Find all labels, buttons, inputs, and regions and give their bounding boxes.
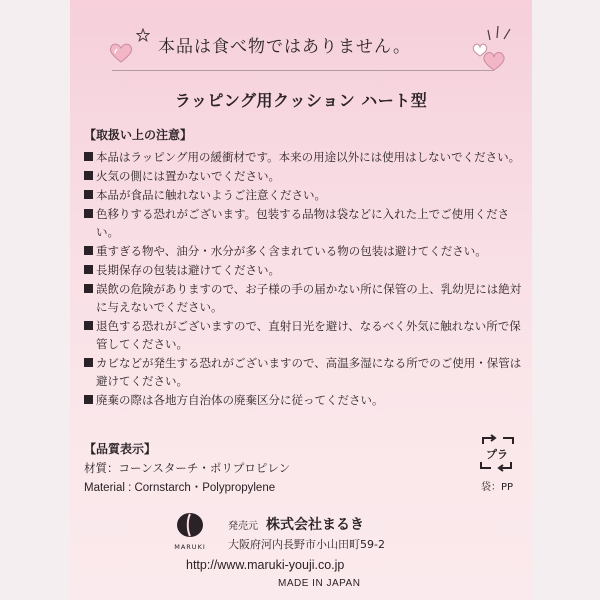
material-en: Material : Cornstarch・Polypropylene [84,482,276,494]
recycle-mark-text: プラ [486,448,508,461]
note-item: 誤飲の危険がありますので、お子様の手の届かない所に保管の上、乳幼児には絶対に与えないでください。 [84,280,524,316]
maker-brand: MARUKI [174,543,206,551]
maker-info [228,514,385,552]
maker-role: 発売元 [228,521,258,532]
recycle-label: 袋：PP [480,482,514,493]
quality-info [84,458,290,498]
handling-heading: 【取扱い上の注意】 [84,128,193,142]
sparkle-lines-icon [486,22,516,44]
warning-banner [70,22,532,68]
bullet-square-icon [84,152,93,161]
heart-icon [108,42,134,64]
note-item: 廃棄の際は各地方自治体の廃棄区分に従ってください。 [84,391,524,409]
quality-heading: 【品質表示】 [84,442,157,456]
plastic-recycle-icon [477,434,517,472]
note-item: 色移りする恐れがございます。包装する品物は袋などに入れた上でご使用ください。 [84,205,524,241]
divider [112,70,494,71]
website-url: http://www.maruki-youji.co.jp [186,558,345,572]
bullet-square-icon [84,209,93,218]
note-item: 長期保存の包装は避けてください。 [84,261,524,279]
note-item: 重すぎる物や、油分・水分が多く含まれている物の包装は避けてください。 [84,242,524,260]
star-icon [136,28,150,42]
bullet-square-icon [84,395,93,404]
banner-text: 本品は食べ物ではありません。 [158,37,412,57]
maruki-logo-icon [175,512,205,538]
bullet-square-icon [84,358,93,367]
maker-logo [170,512,210,551]
bullet-square-icon [84,246,93,255]
maker-address: 大阪府河内長野市小山田町59-2 [228,538,385,551]
bullet-square-icon [84,171,93,180]
product-title: ラッピング用クッション ハート型 [174,91,428,110]
recycle-mark [472,434,522,493]
bullet-square-icon [84,321,93,330]
material-jp: 材質：コーンスターチ・ポリプロピレン [84,461,291,475]
bullet-square-icon [84,265,93,274]
bullet-square-icon [84,284,93,293]
note-item: 本品はラッピング用の緩衝材です。本来の用途以外には使用はしないでください。 [84,148,524,166]
handling-notes [84,148,524,410]
product-label [70,0,532,600]
made-in: MADE IN JAPAN [278,578,361,589]
note-item: 退色する恐れがございますので、直射日光を避け、なるべく外気に触れない所で保管してください。 [84,317,524,353]
bullet-square-icon [84,190,93,199]
note-item: 火気の側には置かないでください。 [84,167,524,185]
note-item: 本品が食品に触れないようご注意ください。 [84,186,524,204]
note-item: カビなどが発生する恐れがございますので、高温多湿になる所でのご使用・保管は避けてください。 [84,354,524,390]
maker-company: 株式会社まるき [266,517,364,533]
